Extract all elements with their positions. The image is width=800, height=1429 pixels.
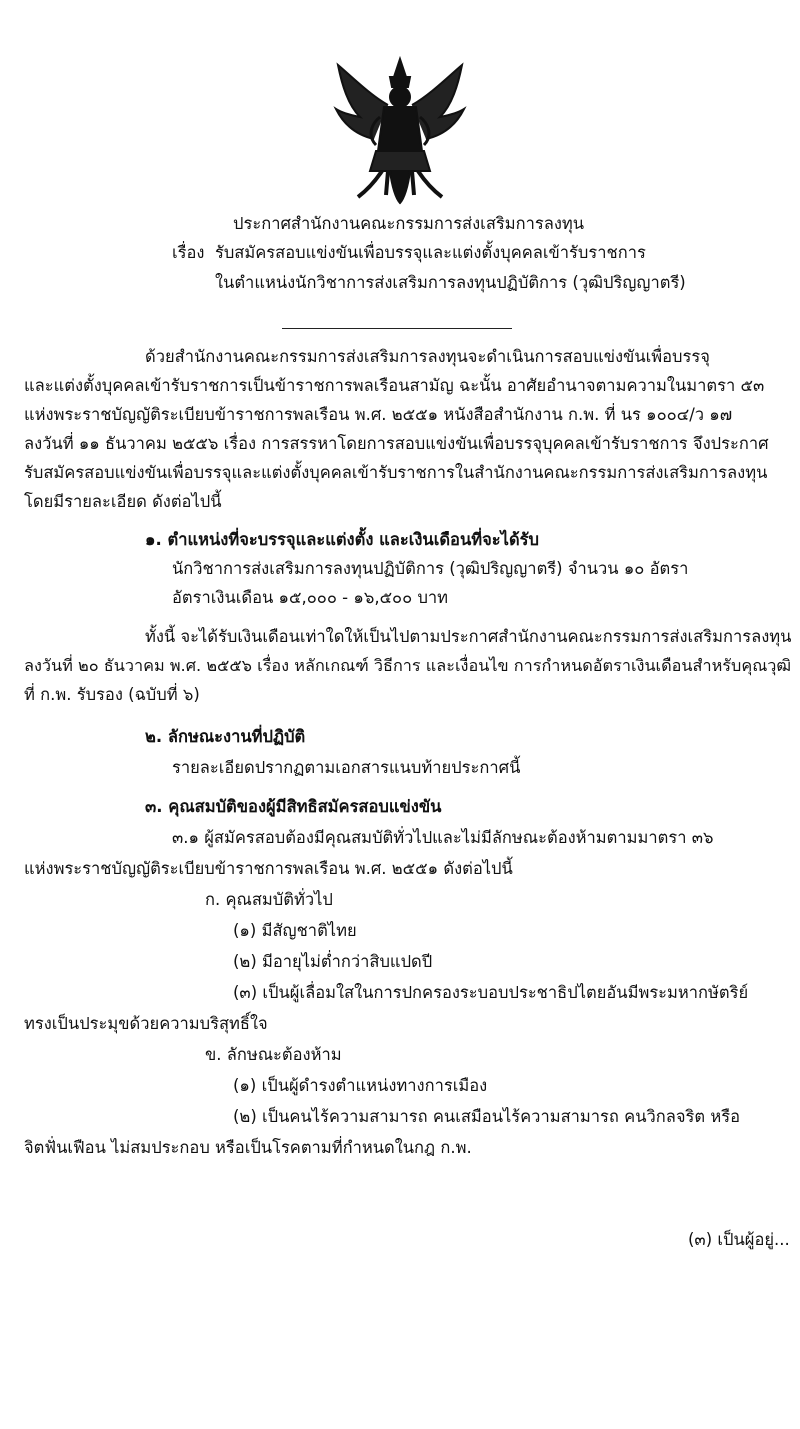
general-qualification-3-line-1: (๓) เป็นผู้เลื่อมใสในการปกครองระบอบประชาธิปไตยอันมีพระมหากษัตริย์ [233,983,749,1002]
intro-line-4: ลงวันที่ ๑๑ ธันวาคม ๒๕๕๖ เรื่อง การสรรหาโดยการสอบแข่งขันเพื่อบรรจุบุคคลเข้ารับราชการ จึงประกาศ [24,434,769,453]
section-3-heading: ๓. คุณสมบัติของผู้มีสิทธิสมัครสอบแข่งขัน [145,797,442,816]
prohibited-item-2-line-2: จิตฟั่นเฟือน ไม่สมประกอบ หรือเป็นโรคตามที่กำหนดในกฎ ก.พ. [24,1138,472,1157]
salary-note-line-3: ที่ ก.พ. รับรอง (ฉบับที่ ๖) [24,685,200,704]
intro-line-1: ด้วยสำนักงานคณะกรรมการส่งเสริมการลงทุนจะดำเนินการสอบแข่งขันเพื่อบรรจุ [145,347,710,366]
section-3-1-line-1: ๓.๑ ผู้สมัครสอบต้องมีคุณสมบัติทั่วไปและไม่มีลักษณะต้องห้ามตามมาตรา ๓๖ [172,828,714,847]
intro-line-6: โดยมีรายละเอียด ดังต่อไปนี้ [24,492,222,511]
prohibited-item-1: (๑) เป็นผู้ดำรงตำแหน่งทางการเมือง [233,1076,488,1095]
section-2-body: รายละเอียดปรากฏตามเอกสารแนบท้ายประกาศนี้ [172,758,521,777]
salary-note-line-2: ลงวันที่ ๒๐ ธันวาคม พ.ศ. ๒๕๕๖ เรื่อง หลักเกณฑ์ วิธีการ และเงื่อนไข การกำหนดอัตราเงินเดือนสำหรับคุณวุฒิ [24,656,792,675]
subject-line-2: ในตำแหน่งนักวิชาการส่งเสริมการลงทุนปฏิบัติการ (วุฒิปริญญาตรี) [215,273,686,292]
general-qualifications-heading: ก. คุณสมบัติทั่วไป [205,890,333,909]
continuation-marker: (๓) เป็นผู้อยู่... [688,1230,790,1249]
subject-label: เรื่อง [172,243,205,262]
salary-note-line-1: ทั้งนี้ จะได้รับเงินเดือนเท่าใดให้เป็นไปตามประกาศสำนักงานคณะกรรมการส่งเสริมการลงทุน [145,627,792,646]
intro-line-5: รับสมัครสอบแข่งขันเพื่อบรรจุและแต่งตั้งบุคคลเข้ารับราชการในสำนักงานคณะกรรมการส่งเสริมการลงทุน [24,463,768,482]
section-1-heading: ๑. ตำแหน่งที่จะบรรจุและแต่งตั้ง และเงินเดือนที่จะได้รับ [145,530,540,549]
prohibited-heading: ข. ลักษณะต้องห้าม [205,1045,342,1064]
subject-line [172,241,646,265]
intro-line-3: แห่งพระราชบัญญัติระเบียบข้าราชการพลเรือน พ.ศ. ๒๕๕๑ หนังสือสำนักงาน ก.พ. ที่ นร ๑๐๐๔/ว ๑๗ [24,405,733,424]
general-qualification-3-line-2: ทรงเป็นประมุขด้วยความบริสุทธิ์ใจ [24,1014,268,1033]
header-divider [282,328,512,329]
salary-line: อัตราเงินเดือน ๑๕,๐๐๐ - ๑๖,๕๐๐ บาท [172,588,449,607]
position-line: นักวิชาการส่งเสริมการลงทุนปฏิบัติการ (วุฒิปริญญาตรี) จำนวน ๑๐ อัตรา [172,559,689,578]
general-qualification-1: (๑) มีสัญชาติไทย [233,921,357,940]
announcement-title: ประกาศสำนักงานคณะกรรมการส่งเสริมการลงทุน [233,214,585,233]
intro-line-2: และแต่งตั้งบุคคลเข้ารับราชการเป็นข้าราชการพลเรือนสามัญ ฉะนั้น อาศัยอำนาจตามความในมาตรา ๕๓ [24,376,765,395]
subject-text: รับสมัครสอบแข่งขันเพื่อบรรจุและแต่งตั้งบุคคลเข้ารับราชการ [214,243,646,262]
garuda-emblem-icon [330,55,470,205]
general-qualification-2: (๒) มีอายุไม่ต่ำกว่าสิบแปดปี [233,952,433,971]
prohibited-item-2-line-1: (๒) เป็นคนไร้ความสามารถ คนเสมือนไร้ความสามารถ คนวิกลจริต หรือ [233,1107,740,1126]
section-2-heading: ๒. ลักษณะงานที่ปฏิบัติ [145,727,306,746]
section-3-1-line-2: แห่งพระราชบัญญัติระเบียบข้าราชการพลเรือน พ.ศ. ๒๕๕๑ ดังต่อไปนี้ [24,859,513,878]
